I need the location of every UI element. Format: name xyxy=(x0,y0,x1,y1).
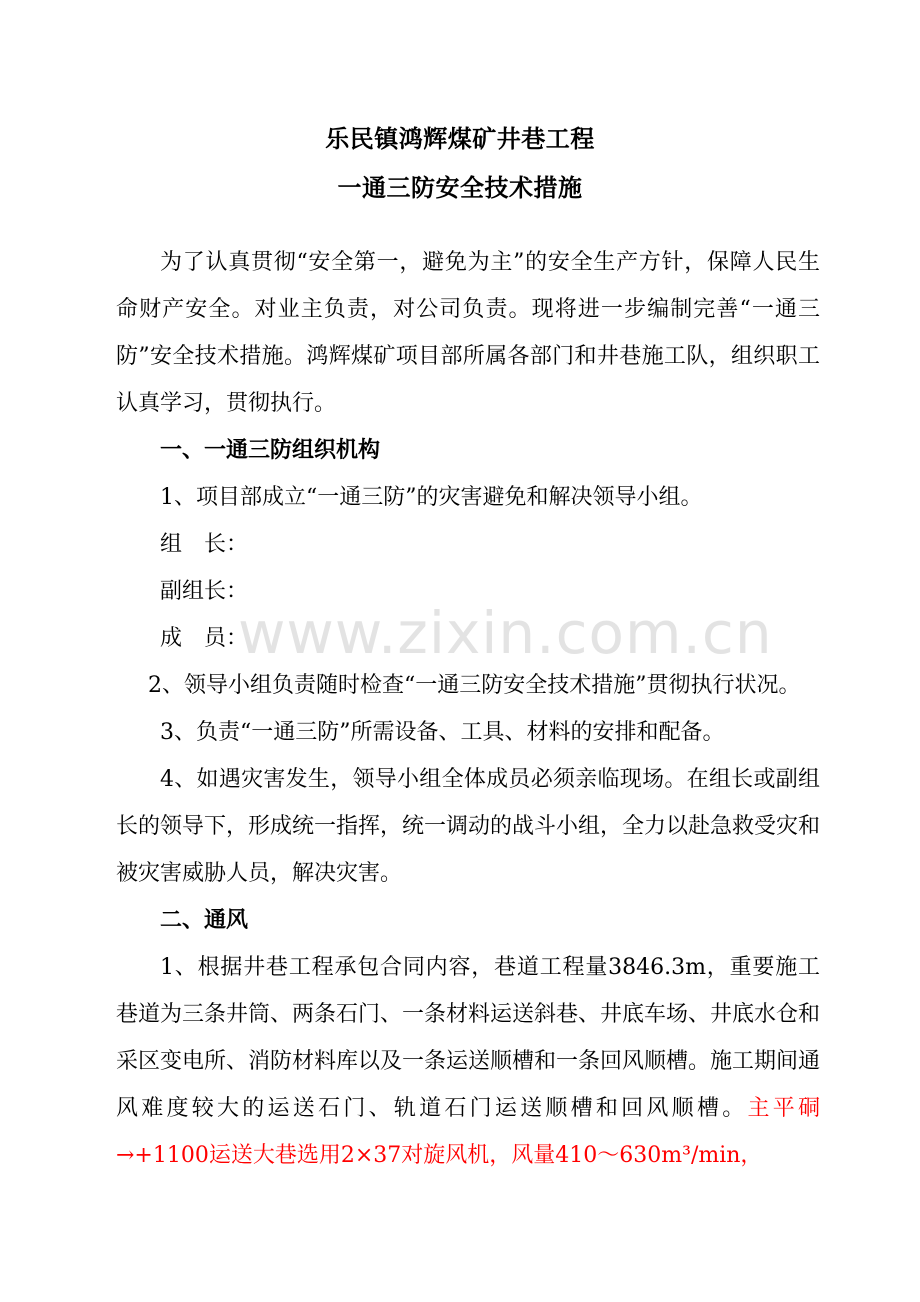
section1-heading: 一、一通三防组织机构 xyxy=(160,437,381,463)
intro-paragraph: 为了认真贯彻“安全第一，避免为主”的安全生产方针，保障人民生命财产安全。对业主负责，对公司负责。现将进一步编制完善“一通三防”安全技术措施。鸿辉煤矿项目部所属各部门和井巷施工队，组织职工认真学习，贯彻执行。 xyxy=(116,250,820,416)
section2-item1 xyxy=(116,944,820,1179)
leader-line: 组 长： xyxy=(160,532,249,557)
section2-item1-highlight: 主平硐→+1100运送大巷选用2×37对旋风机，风量410～630m³/min， xyxy=(116,1096,820,1168)
section1-item2: 2、领导小组负责随时检查“一通三防安全技术措施”贯彻执行状况。 xyxy=(148,673,801,698)
section1-item1: 1、项目部成立“一通三防”的灾害避免和解决领导小组。 xyxy=(160,485,703,510)
section1-item4: 4、如遇灾害发生，领导小组全体成员必须亲临现场。在组长或副组长的领导下，形成统一指挥，统一调动的战斗小组，全力以赴急救受灾和被灾害威胁人员，解决灾害。 xyxy=(116,767,821,886)
section2-heading: 二、通风 xyxy=(160,907,249,933)
vice-leader-line: 副组长： xyxy=(160,579,249,604)
document-title-line1: 乐民镇鸿辉煤矿井巷工程 xyxy=(325,124,595,153)
document-body xyxy=(116,239,820,1179)
members-line: 成 员： xyxy=(160,626,249,651)
document-title-line2: 一通三防安全技术措施 xyxy=(337,173,583,202)
section1-item3: 3、负责“一通三防”所需设备、工具、材料的安排和配备。 xyxy=(160,720,725,745)
watermark: www.zixin.com.cn xyxy=(238,599,773,667)
section2-item1-text: 1、根据井巷工程承包合同内容，巷道工程量3846.3m，重要施工巷道为三条井筒、两条石门、一条材料运送斜巷、井底车场、井底水仓和采区变电所、消防材料库以及一条运送顺槽和一条回风顺槽。施工期间通风难度较大的运送石门、轨道石门运送顺槽和回风顺槽。 xyxy=(116,955,821,1121)
